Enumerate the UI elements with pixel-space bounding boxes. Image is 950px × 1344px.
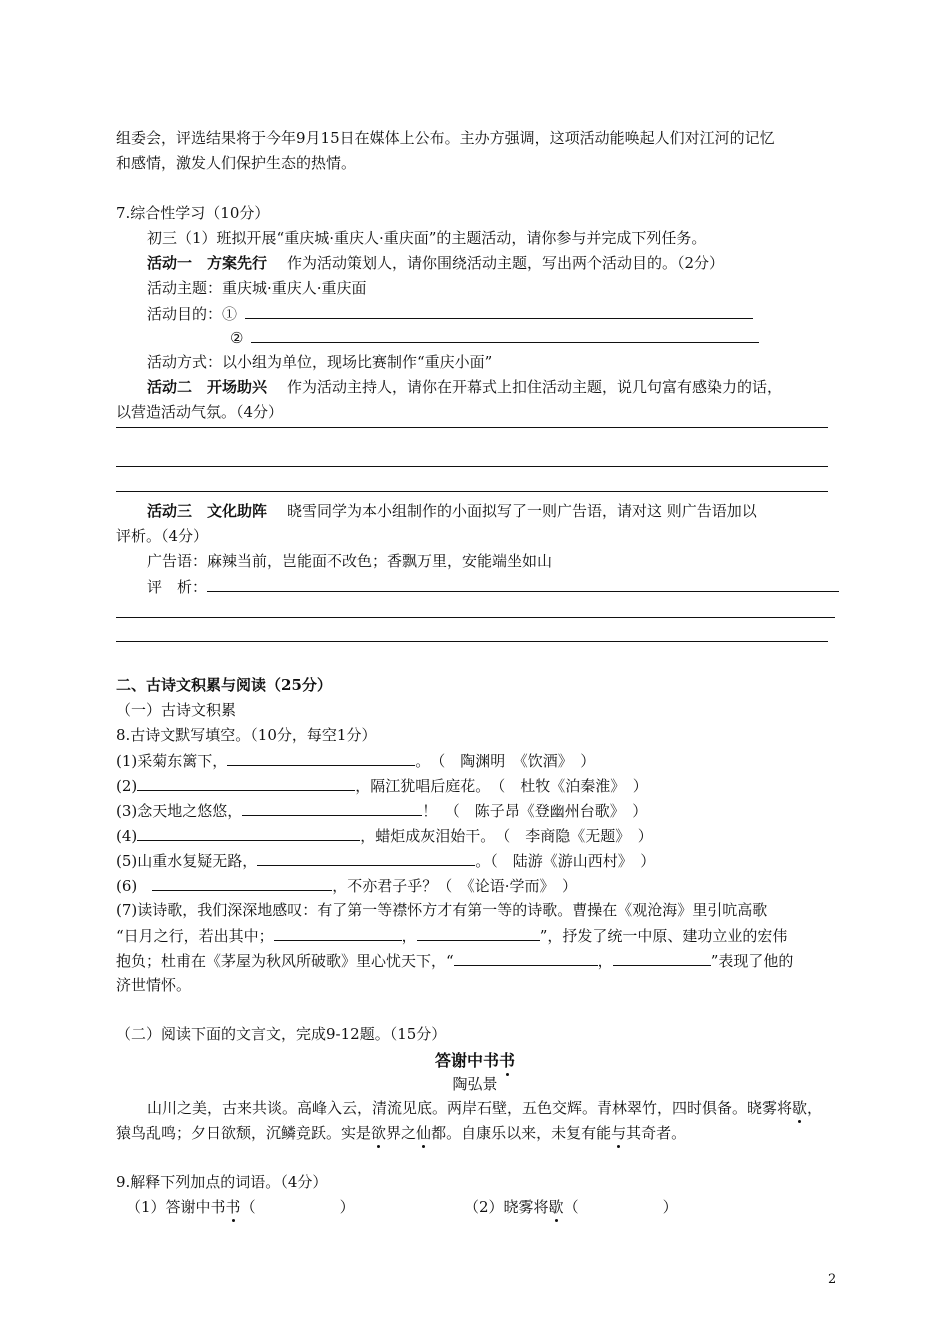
q9-item-1 — [126, 1197, 355, 1217]
dotted-char: 欲 — [371, 1124, 387, 1142]
purpose-2-label: ② — [230, 329, 244, 347]
activity-1-title: 活动一 方案先行 — [147, 254, 268, 272]
q9-text: ） — [662, 1198, 678, 1216]
q9-text: （1）答谢中书 — [126, 1198, 226, 1216]
q9-text: （ — [563, 1198, 579, 1216]
poem-item-5 — [116, 850, 655, 871]
poem-blank[interactable] — [152, 875, 332, 891]
activity-2 — [147, 377, 782, 397]
poem-item-7-line-3 — [116, 950, 793, 971]
purpose-label: 活动目的：① — [147, 305, 238, 323]
poem-text: (2) — [116, 777, 138, 795]
comment-label: 评 析： — [147, 578, 208, 596]
poem-text: (4) — [116, 827, 138, 845]
passage-title — [0, 1048, 950, 1071]
answer-line[interactable] — [116, 617, 835, 618]
activity-3-text: 晓雪同学为本小组制作的小面拟写了一则广告语，请对这 则广告语加以 — [287, 502, 757, 520]
poem-item-6 — [116, 875, 577, 896]
answer-line[interactable] — [116, 491, 828, 492]
poem-blank[interactable] — [274, 925, 402, 941]
answer-line[interactable] — [116, 427, 828, 428]
dotted-char: 仙 — [416, 1124, 432, 1142]
poem-text: 抱负；杜甫在《茅屋为秋风所破歌》里心忧天下，“ — [116, 952, 454, 970]
poem-blank[interactable] — [454, 950, 598, 966]
title-text: 答谢中书 — [434, 1051, 499, 1070]
passage-text: 其奇者。 — [626, 1124, 687, 1142]
reading-heading: （二）阅读下面的文言文，完成9-12题。（15分） — [116, 1025, 447, 1043]
poem-text: ，不亦君子乎？（ 《论语·学而》 ） — [332, 877, 578, 895]
passage-line-1 — [147, 1098, 822, 1118]
poem-text: (5)山重水复疑无路， — [116, 852, 258, 870]
q7-heading: 7.综合性学习（10分） — [116, 204, 270, 222]
dotted-char: 书 — [225, 1198, 241, 1216]
poem-text: (3)念天地之悠悠， — [116, 802, 243, 820]
passage-text: 山川之美，古来共谈。高峰入云，清流见底。两岸石壁，五色交辉。青林翠竹，四时俱备。晓雾将 — [147, 1099, 793, 1117]
dotted-char: 与 — [611, 1124, 627, 1142]
purpose-1 — [147, 303, 753, 324]
poem-text: 。（ 陆游《游山西村》 ） — [475, 852, 656, 870]
activity-3-title: 活动三 文化助阵 — [147, 502, 268, 520]
poem-text: ”表现了他的 — [710, 952, 794, 970]
poem-item-1 — [116, 750, 595, 771]
passage-text: 都。自康乐以来，未复有能 — [431, 1124, 612, 1142]
q9-heading: 9.解释下列加点的词语。（4分） — [116, 1173, 328, 1191]
dotted-char: 歇 — [548, 1198, 564, 1216]
intro-line-2: 和感情，激发人们保护生态的热情。 — [116, 154, 357, 172]
poem-text: (6) — [116, 877, 153, 895]
activity-theme: 活动主题：重庆城·重庆人·重庆面 — [147, 279, 367, 297]
activity-2-title: 活动二 开场助兴 — [147, 378, 268, 396]
activity-1 — [147, 253, 724, 273]
poem-blank[interactable] — [242, 800, 422, 816]
intro-line-1: 组委会，评选结果将于今年9月15日在媒体上公布。主办方强调，这项活动能唤起人们对江河的记忆 — [116, 129, 775, 147]
purpose-2 — [230, 327, 759, 348]
poem-text: (1)采菊东篱下， — [116, 752, 228, 770]
dotted-char: 歇 — [792, 1099, 808, 1117]
activity-2-text-2: 以营造活动气氛。（4分） — [116, 403, 284, 421]
poem-text: ，隔江犹唱后庭花。 （ 杜牧《泊秦淮》 ） — [355, 777, 648, 795]
poem-blank[interactable] — [137, 825, 360, 841]
poem-text: “日月之行，若出其中； — [116, 927, 274, 945]
poem-item-7-line-4: 济世情怀。 — [116, 976, 192, 994]
title-dotted-char: 书 — [499, 1048, 515, 1071]
q9-item-2 — [464, 1197, 678, 1217]
poem-text: ”，抒发了统一中原、建功立业的宏伟 — [539, 927, 788, 945]
activity-2-text: 作为活动主持人，请你在开幕式上扣住活动主题，说几句富有感染力的话， — [287, 378, 783, 396]
q9-text: （2）晓雾将 — [464, 1198, 549, 1216]
section-2-heading: 二、古诗文积累与阅读（25分） — [116, 676, 332, 694]
activity-3-text-2: 评析。（4分） — [116, 527, 209, 545]
poem-text: ！ （ 陈子昂《登幽州台歌》 ） — [422, 802, 648, 820]
poem-blank[interactable] — [613, 950, 711, 966]
passage-line-2 — [116, 1123, 686, 1143]
poem-item-4 — [116, 825, 653, 846]
poem-item-7-line-2 — [116, 925, 787, 946]
comment — [147, 576, 839, 597]
poem-blank[interactable] — [257, 850, 475, 866]
passage-text: 界之 — [386, 1124, 417, 1142]
answer-line[interactable] — [116, 641, 828, 642]
q7-intro: 初三（1）班拟开展“重庆城·重庆人·重庆面”的主题活动，请你参与并完成下列任务。 — [147, 229, 707, 247]
answer-line[interactable] — [116, 466, 828, 467]
passage-author: 陶弘景 — [452, 1075, 498, 1093]
activity-method: 活动方式：以小组为单位，现场比赛制作“重庆小面” — [147, 353, 493, 371]
activity-1-text: 作为活动策划人，请你围绕活动主题，写出两个活动目的。（2分） — [287, 254, 725, 272]
activity-3 — [147, 501, 757, 521]
purpose-1-blank[interactable] — [245, 303, 753, 319]
purpose-2-blank[interactable] — [251, 327, 759, 343]
comment-blank[interactable] — [207, 576, 839, 592]
page-number: 2 — [828, 1272, 837, 1287]
poem-blank[interactable] — [227, 750, 415, 766]
q8-heading: 8.古诗文默写填空。（10分，每空1分） — [116, 726, 377, 744]
subsection-1: （一）古诗文积累 — [116, 701, 237, 719]
passage-text: ， — [807, 1099, 823, 1117]
passage-text: 猿鸟乱鸣；夕日欲颓，沉鳞竞跃。实是 — [116, 1124, 372, 1142]
q9-text: ） — [339, 1198, 355, 1216]
poem-text: ，蜡炬成灰泪始干。 （ 李商隐《无题》 ） — [360, 827, 653, 845]
ad-slogan: 广告语：麻辣当前，岂能面不改色；香飘万里，安能端坐如山 — [147, 552, 553, 570]
poem-item-2 — [116, 775, 648, 796]
poem-blank[interactable] — [417, 925, 540, 941]
poem-text: 。 （ 陶渊明 《饮酒》 ） — [415, 752, 596, 770]
poem-text: ， — [597, 952, 613, 970]
poem-blank[interactable] — [137, 775, 355, 791]
poem-text: ， — [401, 927, 417, 945]
q9-text: （ — [240, 1198, 256, 1216]
poem-item-7-line-1: (7)读诗歌，我们深深地感叹：有了第一等襟怀方才有第一等的诗歌。曹操在《观沧海》里引吭高歌 — [116, 901, 768, 919]
poem-item-3 — [116, 800, 647, 821]
